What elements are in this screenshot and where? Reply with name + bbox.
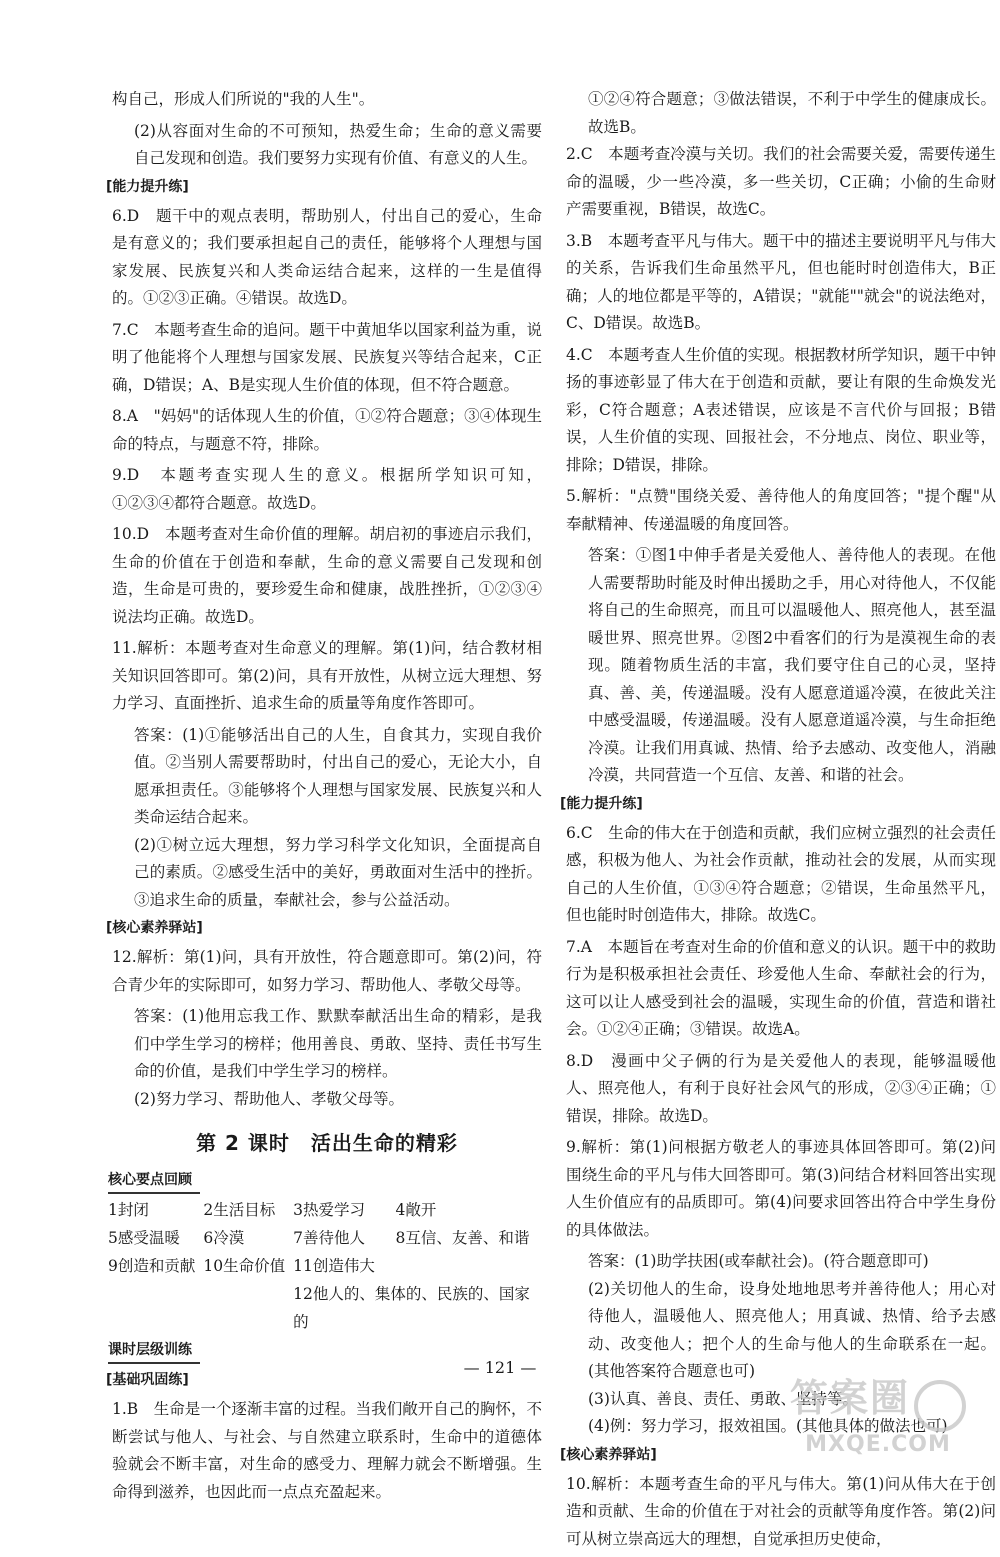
answer-5-analysis: 5.解析："点赞"围绕关爱、善待他人的角度回答；"提个醒"从奉献精神、传递温暖的角度回答。: [566, 487, 996, 533]
watermark-url: MXQE.COM: [805, 1432, 951, 1457]
training-heading: 课时层级训练: [108, 1338, 200, 1364]
answer-3: 3.B 本题考查平凡与伟大。题干中的描述主要说明平凡与伟大的关系，告诉我们生命虽然平凡，但也能时时创造伟大，B正确；人的地位都是平等的，A错误；"就能""就会"的说法绝对，C、D错误。故选B。: [566, 231, 996, 332]
key-point: 10生命价值: [203, 1257, 286, 1275]
answer-10: 10.解析：本题考查生命的平凡与伟大。第(1)问从伟大在于创造和贡献、生命的价值在于对社会的贡献等角度作答。第(2)问可从树立崇高远大的理想，自觉承担历史使命，: [566, 1474, 996, 1548]
lesson-title: 第 2 课时 活出生命的精彩: [196, 1131, 458, 1155]
key-point: 2生活目标: [203, 1201, 276, 1219]
answer-12-part1: 答案：(1)他用忘我工作、默默奉献活出生命的精彩，是我们中学生学习的榜样；他用善良、勇敢、坚持、责任书写生命的价值，是我们中学生学习的榜样。: [134, 1007, 542, 1080]
answer-7: 7.C 本题考查生命的追问。题干中黄旭华以国家利益为重，说明了他能将个人理想与国家发展、民族复兴等结合起来，C正确，D错误；A、B是实现人生价值的体现，但不符合题意。: [112, 320, 542, 394]
key-point: 1封闭: [108, 1201, 149, 1219]
answer-5-answer: 答案：①图1中伸手者是关爱他人、善待他人的表现。在他人需要帮助时能及时伸出援助之手，用心对待他人，不仅能将自己的生命照亮，而且可以温暖他人、照亮他人，甚至温暖世界、照亮世界。②图2中看客们的行为是漠视生命的表现。随着物质生活的丰富，我们要守住自己的心灵，坚持真、善、美，传递温暖。没有人愿意道遥冷漠，在彼此关注中感受温暖，传递温暖。没有人愿意道遥冷漠，与生命拒绝冷漠。让我们用真诚、热情、给予去感动、改变他人，消融冷漠，共同营造一个互信、友善、和谐的社会。: [588, 546, 996, 784]
watermark-logo-icon: [914, 1380, 966, 1432]
key-point: 6冷漠: [203, 1229, 245, 1247]
answer-9-analysis: 9.解析：第(1)问根据方敬老人的事迹具体回答即可。第(2)问围绕生命的平凡与伟大回答即可。第(3)问结合材料回答出实现人生价值应有的品质即可。第(4)问要求回答出符合中学生身份的具体做法。: [566, 1138, 996, 1239]
answer-1: 1.B 生命是一个逐渐丰富的过程。当我们敞开自己的胸怀，不断尝试与他人、与社会、与自然建立联系时，生命中的道德体验就会不断丰富，对生命的感受力、理解力就会不断增强。生命得到滋养，也因此而一点点充盈起来。: [112, 1400, 542, 1501]
key-point: 4敞开: [395, 1201, 437, 1219]
answer-11-part2: (2)①树立远大理想，努力学习科学文化知识，全面提高自己的素质。②感受生活中的美好，勇敢面对生活中的挫折。③追求生命的质量，奉献社会，参与公益活动。: [134, 835, 542, 909]
section-heading: [能力提升练]: [560, 795, 643, 812]
watermark: [778, 1367, 978, 1458]
key-point: 7善待他人: [293, 1229, 365, 1247]
key-point: 9创造和贡献: [108, 1257, 196, 1275]
key-point: 11创造伟大: [293, 1257, 375, 1275]
key-point: 5感受温暖: [108, 1229, 180, 1247]
answer-2: 2.C 本题考查冷漠与关切。我们的社会需要关爱，需要传递生命的温暖，少一些冷漠，多一些关切，C正确；小偷的生命财产需要重视，B错误，故选C。: [566, 145, 996, 218]
answer-11-part1: 答案：(1)①能够活出自己的人生，自食其力，实现自我价值。②当别人需要帮助时，付出自己的爱心，无论大小，自愿承担责任。③能够将个人理想与国家发展、民族复兴和人类命运结合起来。: [134, 725, 542, 826]
right-paragraph: ①②④符合题意；③做法错误，不利于中学生的健康成长。故选B。: [588, 90, 996, 136]
section-heading: [核心素养驿站]: [106, 920, 203, 936]
section-heading: [基础巩固练]: [106, 1372, 189, 1388]
key-points-heading: 核心要点回顾: [108, 1168, 200, 1194]
right-column: [560, 86, 996, 1557]
answer-12-analysis: 12.解析：第(1)问，具有开放性，符合题意即可。第(2)问，符合青少年的实际即可，如努力学习、帮助他人、孝敬父母等。: [112, 948, 542, 994]
watermark-text: 答案圈: [789, 1375, 910, 1420]
key-point: 12他人的、集体的、民族的、国家的: [293, 1285, 530, 1331]
section-heading: [核心素养驿站]: [560, 1446, 657, 1463]
answer-9: 9.D 本题考查实现人生的意义。根据所学知识可知，①②③④都符合题意。故选D。: [112, 466, 542, 512]
answer-8: 8.A "妈妈"的话体现人生的价值，①②符合题意；③④体现生命的特点，与题意不符，排除。: [112, 407, 542, 453]
left-column: [106, 86, 542, 1510]
key-point: 3热爱学习: [293, 1201, 365, 1219]
answer-9-part4: (4)例：努力学习，报效祖国。(其他具体的做法也可): [588, 1417, 948, 1435]
watermark-logo-row: [778, 1367, 978, 1433]
answer-9-part2: (2)关切他人的生命，设身处地地思考并善待他人；用心对待他人，温暖他人、照亮他人；用真诚、热情、给予去感动、改变他人；把个人的生命与他人的生命联系在一起。(其他答案符合题意也可): [588, 1279, 996, 1380]
answer-9-part1: 答案：(1)助学扶困(或奉献社会)。(符合题意即可): [588, 1252, 929, 1270]
answer-8: 8.D 漫画中父子俩的行为是关爱他人的表现，能够温暖他人、照亮他人，有利于良好社会风气的形成，②③④正确；①错误，排除。故选D。: [566, 1051, 996, 1125]
answer-12-part2: (2)努力学习、帮助他人、孝敬父母等。: [134, 1089, 404, 1108]
left-paragraph: 构自己，形成人们所说的"我的人生"。: [112, 90, 375, 108]
key-point: 8互信、友善、和谐: [395, 1229, 530, 1247]
page-number: — 121 —: [463, 1358, 537, 1377]
answer-4: 4.C 本题考查人生价值的实现。根据教材所学知识，题干中钟扬的事迹彰显了伟大在于创造和贡献，要让有限的生命焕发光彩，C符合题意；A表述错误，应该是不言代价与回报；B错误，人生价值的实现、回报社会，不分地点、岗位、职业等，排除；D错误，排除。: [566, 345, 996, 474]
answer-9-part3: (3)认真、善良、责任、勇敢、坚持等。: [588, 1389, 858, 1408]
section-heading: [能力提升练]: [106, 178, 189, 195]
answer-11-analysis: 11.解析：本题考查对生命意义的理解。第(1)问，结合教材相关知识回答即可。第(2)问，具有开放性，从树立远大理想、努力学习、直面挫折、追求生命的质量等角度作答即可。: [112, 639, 542, 712]
answer-10: 10.D 本题考查对生命价值的理解。胡启初的事迹启示我们，生命的价值在于创造和奉献，生命的意义需要自己发现和创造，生命是可贵的，要珍爱生命和健康，战胜挫折，①②③④说法均正确。故选D。: [112, 525, 542, 626]
answer-6: 6.D 题干中的观点表明，帮助别人，付出自己的爱心，生命是有意义的；我们要承担起自己的责任，能够将个人理想与国家发展、民族复兴和人类命运结合起来，这样的一生是值得的。①②③正确。④错误。故选D。: [112, 206, 542, 307]
key-points-grid: [108, 1196, 542, 1336]
left-paragraph: (2)从容面对生命的不可预知，热爱生命；生命的意义需要自己发现和创造。我们要努力实现有价值、有意义的人生。: [134, 121, 542, 167]
answer-7: 7.A 本题旨在考查对生命的价值和意义的认识。题干中的救助行为是积极承担社会责任、珍爱他人生命、奉献社会的行为，这可以让人感受到社会的温暖，实现生命的价值，营造和谐社会。①②④正确；③错误。故选A。: [566, 937, 996, 1038]
answer-6: 6.C 生命的伟大在于创造和贡献，我们应树立强烈的社会责任感，积极为他人、为社会作贡献，推动社会的发展，从而实现自己的人生价值，①③④符合题意；②错误，生命虽然平凡，但也能时时创造伟大，排除。故选C。: [566, 823, 996, 924]
